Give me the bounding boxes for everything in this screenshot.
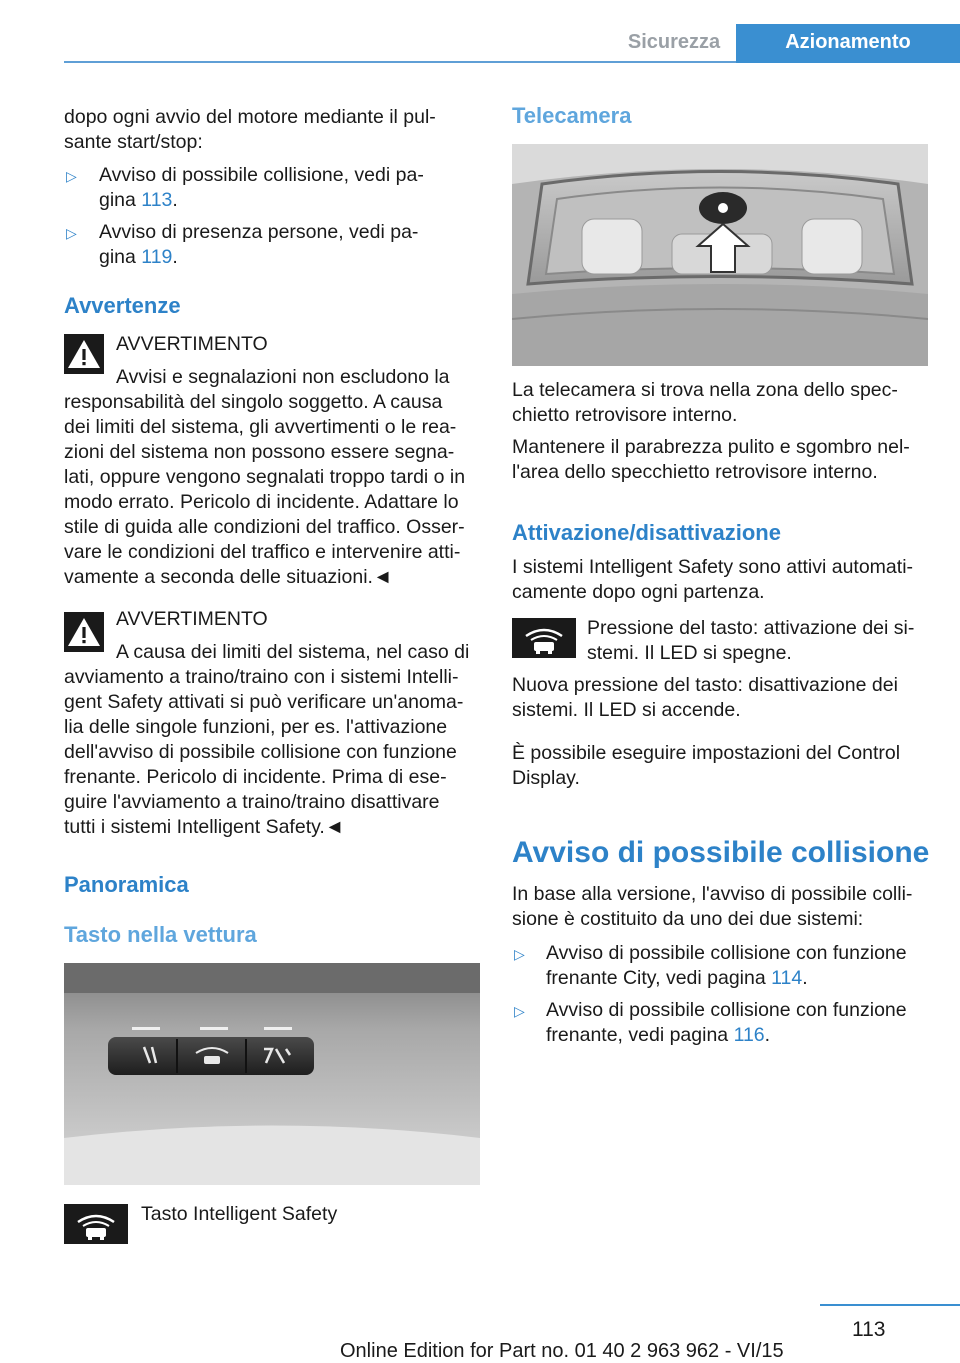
heading-avviso-collisione: Avviso di possibile collisione (512, 836, 930, 869)
heading-avvertenze: Avvertenze (64, 293, 181, 318)
attivazione-text-line: camente dopo ogni partenza. (512, 581, 765, 603)
warning-2-line: guire l'avviamento a traino/traino disattivare (64, 791, 440, 813)
page-number: 113 (852, 1318, 886, 1341)
footer-rule (820, 1304, 960, 1306)
avviso-text-line: sione è costituito da uno dei due sistemi: (512, 908, 864, 930)
warning-triangle-icon (64, 334, 104, 374)
telecamera-text-line: Mantenere il parabrezza pulito e sgombro nel- (512, 436, 910, 458)
nuova-pressione-text-line: Nuova pressione del tasto: disattivazione dei (512, 674, 898, 696)
bullet-2-line-1: Avviso di presenza persone, vedi pa- (99, 221, 419, 243)
warning-1-line: lati, oppure vengono segnalati troppo tardi o in (64, 466, 466, 488)
warning-2-line: gent Safety attivati si può verificare un'anoma- (64, 691, 464, 713)
footer-edition: Online Edition for Part no. 01 40 2 963 962 - VI/15 (340, 1340, 784, 1362)
intro-line-2: sante start/stop: (64, 131, 203, 153)
warning-1-line: responsabilità del singolo soggetto. A causa (64, 391, 443, 413)
heading-panoramica: Panoramica (64, 872, 189, 897)
warning-1-line: zioni del sistema non possono essere segna- (64, 441, 455, 463)
attivazione-text-line: I sistemi Intelligent Safety sono attivi automati- (512, 556, 914, 578)
link-page-113[interactable]: 113 (141, 189, 173, 211)
control-display-text-line: È possibile eseguire impostazioni del Control (512, 742, 901, 764)
pressione-text-line: Pressione del tasto: attivazione dei si- (587, 617, 915, 639)
intelligent-safety-button-icon (64, 1204, 128, 1244)
bullet-triangle-icon: ▷ (66, 225, 77, 241)
telecamera-text-line: La telecamera si trova nella zona dello spec- (512, 379, 898, 401)
rear-window-camera-photo (512, 144, 928, 366)
button-panel-photo (64, 963, 480, 1185)
warning-1-title: AVVERTIMENTO (116, 333, 268, 355)
warning-1-line: vamente a seconda delle situazioni.◄ (64, 566, 393, 588)
control-display-text-line: Display. (512, 767, 580, 789)
warning-1-line: Avvisi e segnalazioni non escludono la (116, 366, 450, 388)
warning-2-title: AVVERTIMENTO (116, 608, 268, 630)
warning-2-line: avviamento a traino/traino con i sistemi Intelli- (64, 666, 459, 688)
bullet-b-line-1: Avviso di possibile collisione con funzione (546, 999, 907, 1021)
bullet-a-line-1: Avviso di possibile collisione con funzione (546, 942, 907, 964)
header-tab-azionamento[interactable]: Azionamento (736, 24, 960, 63)
nuova-pressione-text-line: sistemi. Il LED si accende. (512, 699, 741, 721)
link-page-116[interactable]: 116 (733, 1024, 765, 1046)
bullet-triangle-icon: ▷ (514, 946, 525, 962)
bullet-1-line-2: gina 113. (99, 189, 178, 211)
warning-2-line: lia delle singole funzioni, per es. l'attivazione (64, 716, 448, 738)
pressione-text-line: stemi. Il LED si spegne. (587, 642, 792, 664)
intro-line-1: dopo ogni avvio del motore mediante il pul- (64, 106, 436, 128)
warning-1-line: modo errato. Pericolo di incidente. Adattare lo (64, 491, 459, 513)
warning-2-line: frenante. Pericolo di incidente. Prima di ese- (64, 766, 447, 788)
link-page-119[interactable]: 119 (141, 246, 173, 268)
bullet-triangle-icon: ▷ (66, 168, 77, 184)
link-page-114[interactable]: 114 (771, 967, 803, 989)
bullet-2-line-2: gina 119. (99, 246, 178, 268)
warning-triangle-icon (64, 612, 104, 652)
bullet-a-line-2: frenante City, vedi pagina 114. (546, 967, 808, 989)
warning-1-line: stile di guida alle condizioni del traffico. Osser- (64, 516, 465, 538)
bullet-1-line-1: Avviso di possibile collisione, vedi pa- (99, 164, 424, 186)
warning-1-line: dei limiti del sistema, gli avvertimenti o le rea- (64, 416, 457, 438)
warning-1-line: vare le condizioni del traffico e intervenire atti- (64, 541, 461, 563)
avviso-text-line: In base alla versione, l'avviso di possibile colli- (512, 883, 913, 905)
bullet-b-line-2: frenante, vedi pagina 116. (546, 1024, 771, 1046)
telecamera-text-line: chietto retrovisore interno. (512, 404, 738, 426)
heading-tasto-nella-vettura: Tasto nella vettura (64, 922, 257, 947)
bullet-triangle-icon: ▷ (514, 1003, 525, 1019)
warning-2-line: dell'avviso di possibile collisione con funzione (64, 741, 457, 763)
header-tab-sicurezza[interactable]: Sicurezza (614, 24, 734, 61)
intelligent-safety-button-icon (512, 618, 576, 658)
caption-tasto-intelligent-safety: Tasto Intelligent Safety (141, 1203, 338, 1225)
heading-attivazione: Attivazione/disattivazione (512, 520, 781, 545)
warning-2-line: A causa dei limiti del sistema, nel caso di (116, 641, 470, 663)
telecamera-text-line: l'area dello specchietto retrovisore interno. (512, 461, 878, 483)
heading-telecamera: Telecamera (512, 103, 632, 128)
warning-2-line: tutti i sistemi Intelligent Safety.◄ (64, 816, 345, 838)
